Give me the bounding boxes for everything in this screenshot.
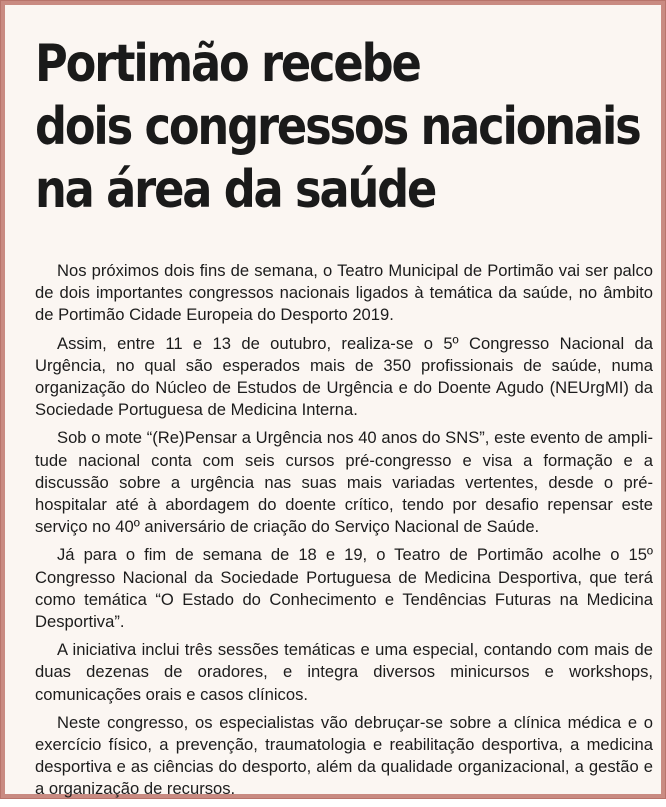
headline bbox=[35, 33, 640, 222]
paragraph-3: Sob o mote “(Re)Pensar a Urgência nos 40 anos do SNS”, este evento de amplitude nacional conta com seis cursos pré-congresso e visa a formação e a discussão sobre a urgência nas suas mais variadas vertentes, desde o pré-hospitalar até à abordagem do doente crítico, tendo por desafio repensar este serviço no 40º aniversário de criação do Serviço Nacional de Saúde. bbox=[35, 428, 653, 537]
headline-line-3: na área da saúde bbox=[35, 160, 436, 220]
article-body bbox=[35, 260, 653, 807]
paragraph-2: Assim, entre 11 e 13 de outubro, realiza-se o 5º Congresso Nacional da Urgência, no qual são esperados mais de 350 profissionais de saúde, numa organização do Núcleo de Estudos de Urgência e do Doente Agudo (NEUrgMI) da Sociedade Portuguesa de Medicina Interna. bbox=[35, 333, 653, 420]
paragraph-5: A iniciativa inclui três sessões temáticas e uma especial, contando com mais de duas dezenas de oradores, e integra diversos minicursos e workshops, comunicações orais e casos clínicos. bbox=[35, 640, 653, 704]
paragraph-4: Já para o fim de semana de 18 e 19, o Teatro de Portimão acolhe o 15º Congresso Nacional da Sociedade Portuguesa de Medicina Desportiva, que terá como temática “O Estado do Conhecimento e Tendências Futuras na Medicina Desportiva”. bbox=[35, 545, 653, 632]
paragraph-6: Neste congresso, os especialistas vão debruçar-se sobre a clínica médica e o exercício físico, a prevenção, traumatologia e reabilitação desportiva, a medicina desportiva e as ciências do desporto, além da qualidade organizacional, a gestão e a organização de recursos. bbox=[35, 712, 653, 799]
headline-line-1: Portimão recebe bbox=[35, 34, 420, 94]
headline-line-2: dois congressos nacionais bbox=[35, 97, 640, 157]
paragraph-1: Nos próximos dois fins de semana, o Teatro Municipal de Portimão vai ser palco de dois importantes congressos nacionais ligados à temática da saúde, no âmbito de Portimão Cidade Europeia do Desporto 2019. bbox=[35, 261, 653, 325]
